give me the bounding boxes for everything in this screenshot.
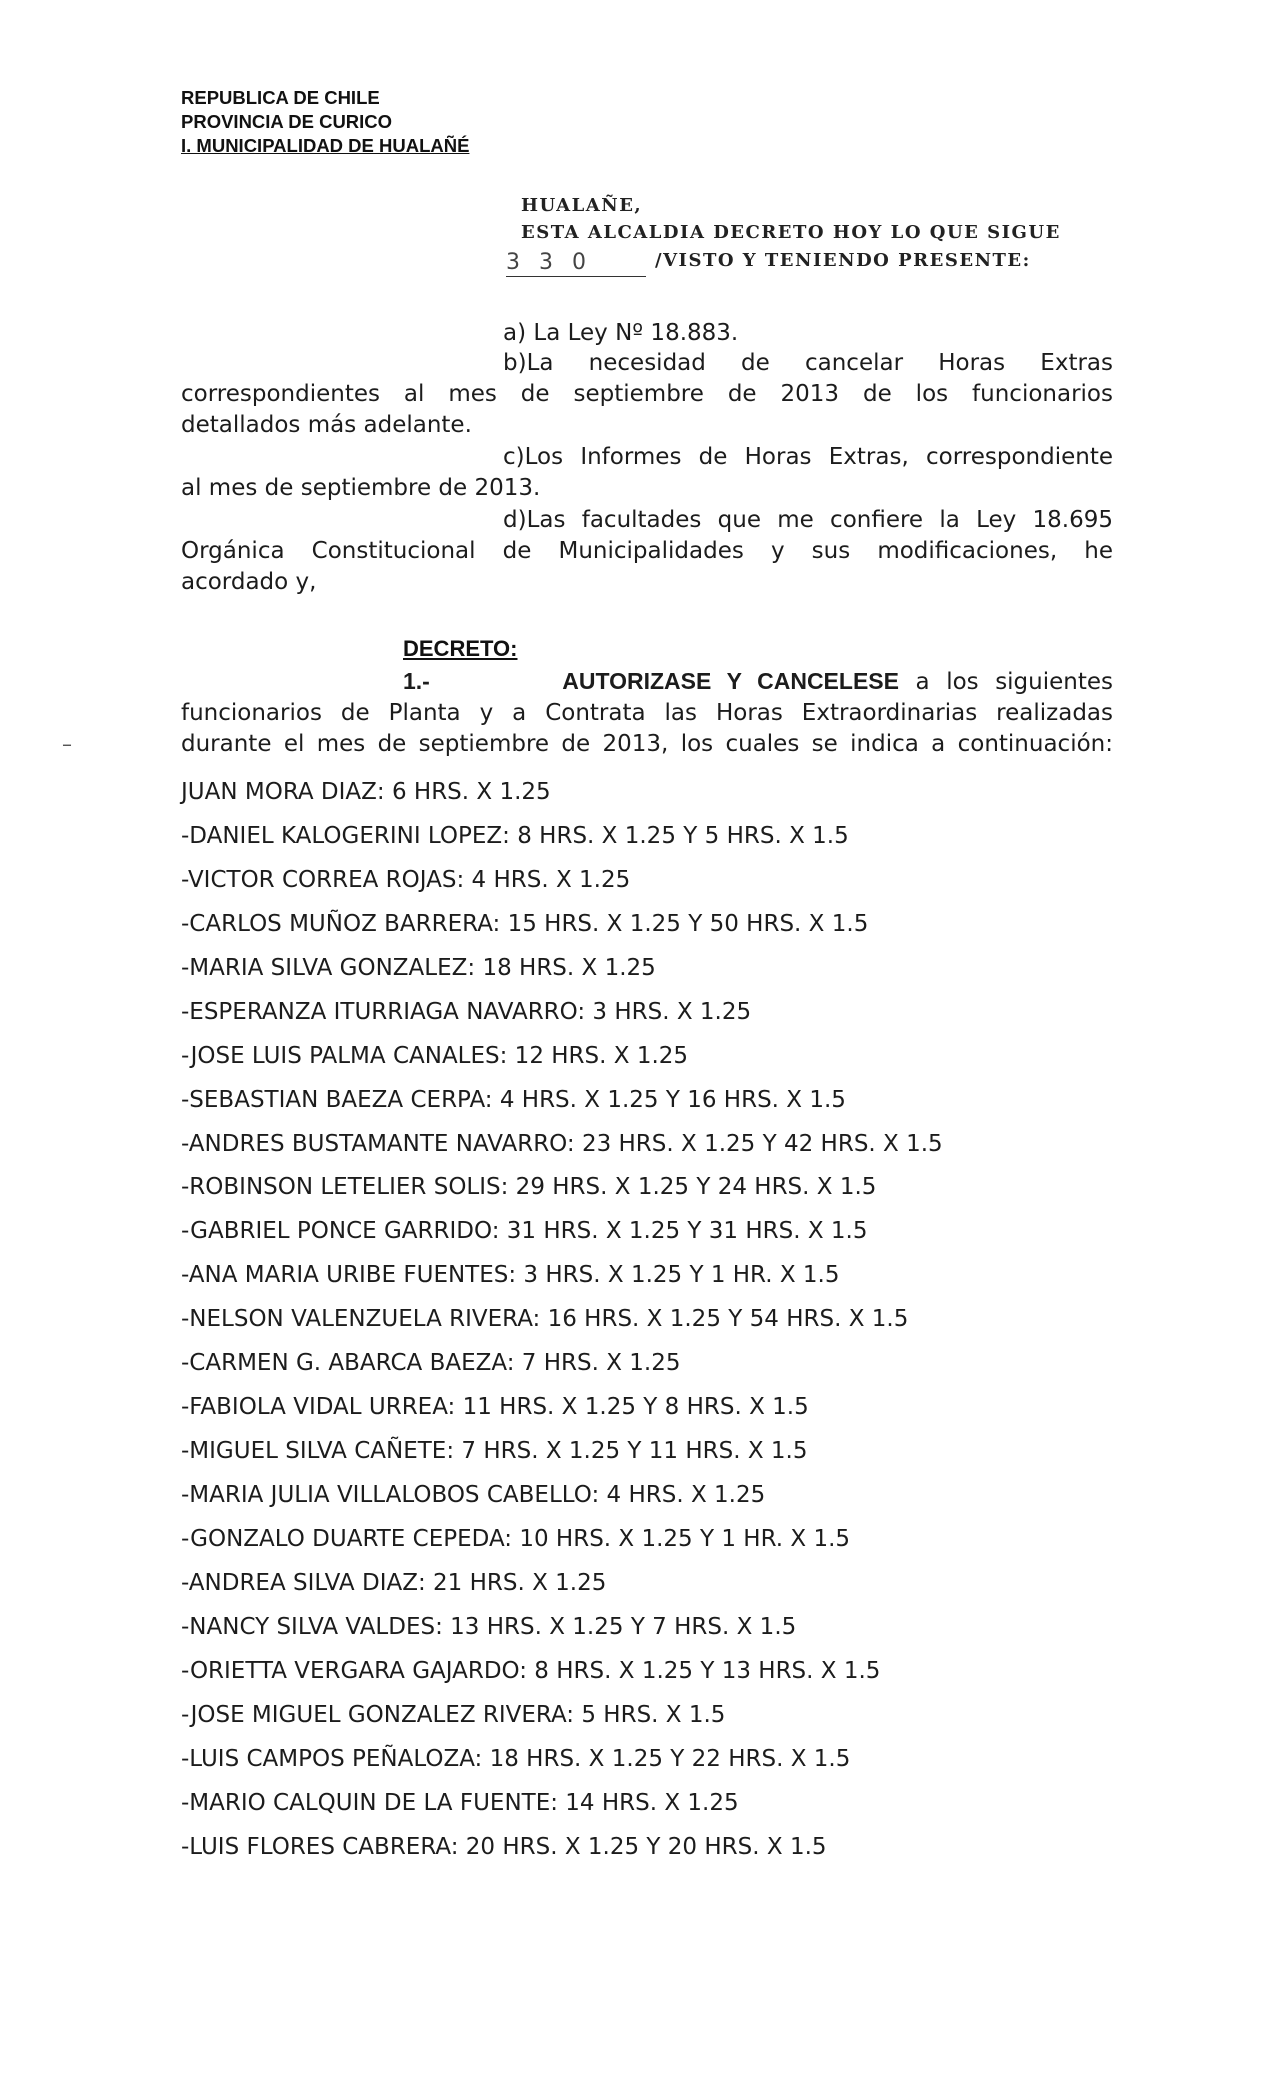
letterhead-municipality: I. MUNICIPALIDAD DE HUALAÑÉ: [181, 135, 470, 156]
letterhead-country: REPUBLICA DE CHILE: [181, 87, 380, 108]
employee-entry: -VICTOR CORREA ROJAS: 4 HRS. X 1.25: [181, 866, 631, 893]
employee-entry: -JOSE LUIS PALMA CANALES: 12 HRS. X 1.25: [181, 1042, 689, 1069]
visto-heading: /VISTO Y TENIENDO PRESENTE:: [655, 250, 1031, 271]
decree-number: 3 3 0: [506, 250, 646, 277]
employee-entry: -ANA MARIA URIBE FUENTES: 3 HRS. X 1.25 Y 1 HR. X 1.5: [181, 1262, 840, 1289]
employee-entry: -CARLOS MUÑOZ BARRERA: 15 HRS. X 1.25 Y 50 HRS. X 1.5: [181, 910, 869, 937]
margin-mark: –: [62, 732, 72, 756]
consideration-c-line1: c)Los Informes de Horas Extras, correspondiente: [503, 444, 1113, 470]
decree-item-number: 1.-: [403, 668, 430, 694]
consideration-b: [181, 348, 1113, 441]
decree-intro: ESTA ALCALDIA DECRETO HOY LO QUE SIGUE: [521, 222, 1061, 243]
employee-entry: -ROBINSON LETELIER SOLIS: 29 HRS. X 1.25 Y 24 HRS. X 1.5: [181, 1174, 877, 1201]
employee-entry: -GABRIEL PONCE GARRIDO: 31 HRS. X 1.25 Y 31 HRS. X 1.5: [181, 1218, 868, 1245]
decree-title: DECRETO:: [403, 636, 518, 661]
consideration-d-line2: Orgánica Constitucional de Municipalidades y sus modificaciones, he: [181, 538, 1113, 564]
employee-entry: -MIGUEL SILVA CAÑETE: 7 HRS. X 1.25 Y 11 HRS. X 1.5: [181, 1438, 808, 1465]
employee-entry: -ORIETTA VERGARA GAJARDO: 8 HRS. X 1.25 Y 13 HRS. X 1.5: [181, 1657, 881, 1684]
letterhead: [181, 86, 469, 158]
consideration-c: [181, 442, 1113, 504]
employee-entry: -MARIA SILVA GONZALEZ: 18 HRS. X 1.25: [181, 954, 656, 981]
consideration-d: [181, 505, 1113, 598]
employee-entry: -FABIOLA VIDAL URREA: 11 HRS. X 1.25 Y 8 HRS. X 1.5: [181, 1394, 809, 1421]
consideration-b-line2: correspondientes al mes de septiembre de 2013 de los funcionarios: [181, 381, 1113, 407]
employee-entry: -ESPERANZA ITURRIAGA NAVARRO: 3 HRS. X 1.25: [181, 998, 752, 1025]
decree-item-1: [181, 666, 1113, 760]
employee-entry: -LUIS CAMPOS PEÑALOZA: 18 HRS. X 1.25 Y 22 HRS. X 1.5: [181, 1745, 851, 1772]
employee-entry: -NELSON VALENZUELA RIVERA: 16 HRS. X 1.25 Y 54 HRS. X 1.5: [181, 1306, 909, 1333]
employee-list: [181, 770, 1181, 1868]
consideration-d-line3: acordado y,: [181, 569, 317, 595]
consideration-b-line3: detallados más adelante.: [181, 412, 472, 438]
employee-entry: -ANDREA SILVA DIAZ: 21 HRS. X 1.25: [181, 1569, 607, 1596]
consideration-a: a) La Ley Nº 18.883.: [503, 320, 739, 346]
decree-item-1-line3: durante el mes de septiembre de 2013, los cuales se indica a continuación:: [181, 731, 1113, 757]
decree-item-1-line1: [403, 666, 1113, 698]
consideration-c-line2: al mes de septiembre de 2013.: [181, 475, 541, 501]
employee-entry: -DANIEL KALOGERINI LOPEZ: 8 HRS. X 1.25 Y 5 HRS. X 1.5: [181, 822, 849, 849]
letterhead-province: PROVINCIA DE CURICO: [181, 111, 393, 132]
decree-item-line1-rest: a los siguientes: [915, 669, 1114, 695]
employee-entry: -NANCY SILVA VALDES: 13 HRS. X 1.25 Y 7 HRS. X 1.5: [181, 1613, 797, 1640]
employee-entry: -MARIO CALQUIN DE LA FUENTE: 14 HRS. X 1.25: [181, 1789, 739, 1816]
consideration-b-line1: b)La necesidad de cancelar Horas Extras: [503, 350, 1113, 376]
consideration-d-line1: d)Las facultades que me confiere la Ley 18.695: [503, 507, 1113, 533]
employee-entry: -JOSE MIGUEL GONZALEZ RIVERA: 5 HRS. X 1.5: [181, 1701, 726, 1728]
place-heading: HUALAÑE,: [521, 195, 643, 216]
employee-entry: -GONZALO DUARTE CEPEDA: 10 HRS. X 1.25 Y 1 HR. X 1.5: [181, 1525, 851, 1552]
employee-entry: -CARMEN G. ABARCA BAEZA: 7 HRS. X 1.25: [181, 1350, 681, 1377]
decree-item-1-line2: funcionarios de Planta y a Contrata las Horas Extraordinarias realizadas: [181, 700, 1113, 726]
employee-entry: -MARIA JULIA VILLALOBOS CABELLO: 4 HRS. X 1.25: [181, 1482, 766, 1508]
employee-entry: -ANDRES BUSTAMANTE NAVARRO: 23 HRS. X 1.25 Y 42 HRS. X 1.5: [181, 1130, 943, 1157]
employee-entry: JUAN MORA DIAZ: 6 HRS. X 1.25: [181, 779, 551, 805]
decree-item-action: AUTORIZASE Y CANCELESE: [562, 668, 899, 694]
employee-entry: -LUIS FLORES CABRERA: 20 HRS. X 1.25 Y 20 HRS. X 1.5: [181, 1833, 827, 1860]
employee-entry: -SEBASTIAN BAEZA CERPA: 4 HRS. X 1.25 Y 16 HRS. X 1.5: [181, 1086, 846, 1113]
